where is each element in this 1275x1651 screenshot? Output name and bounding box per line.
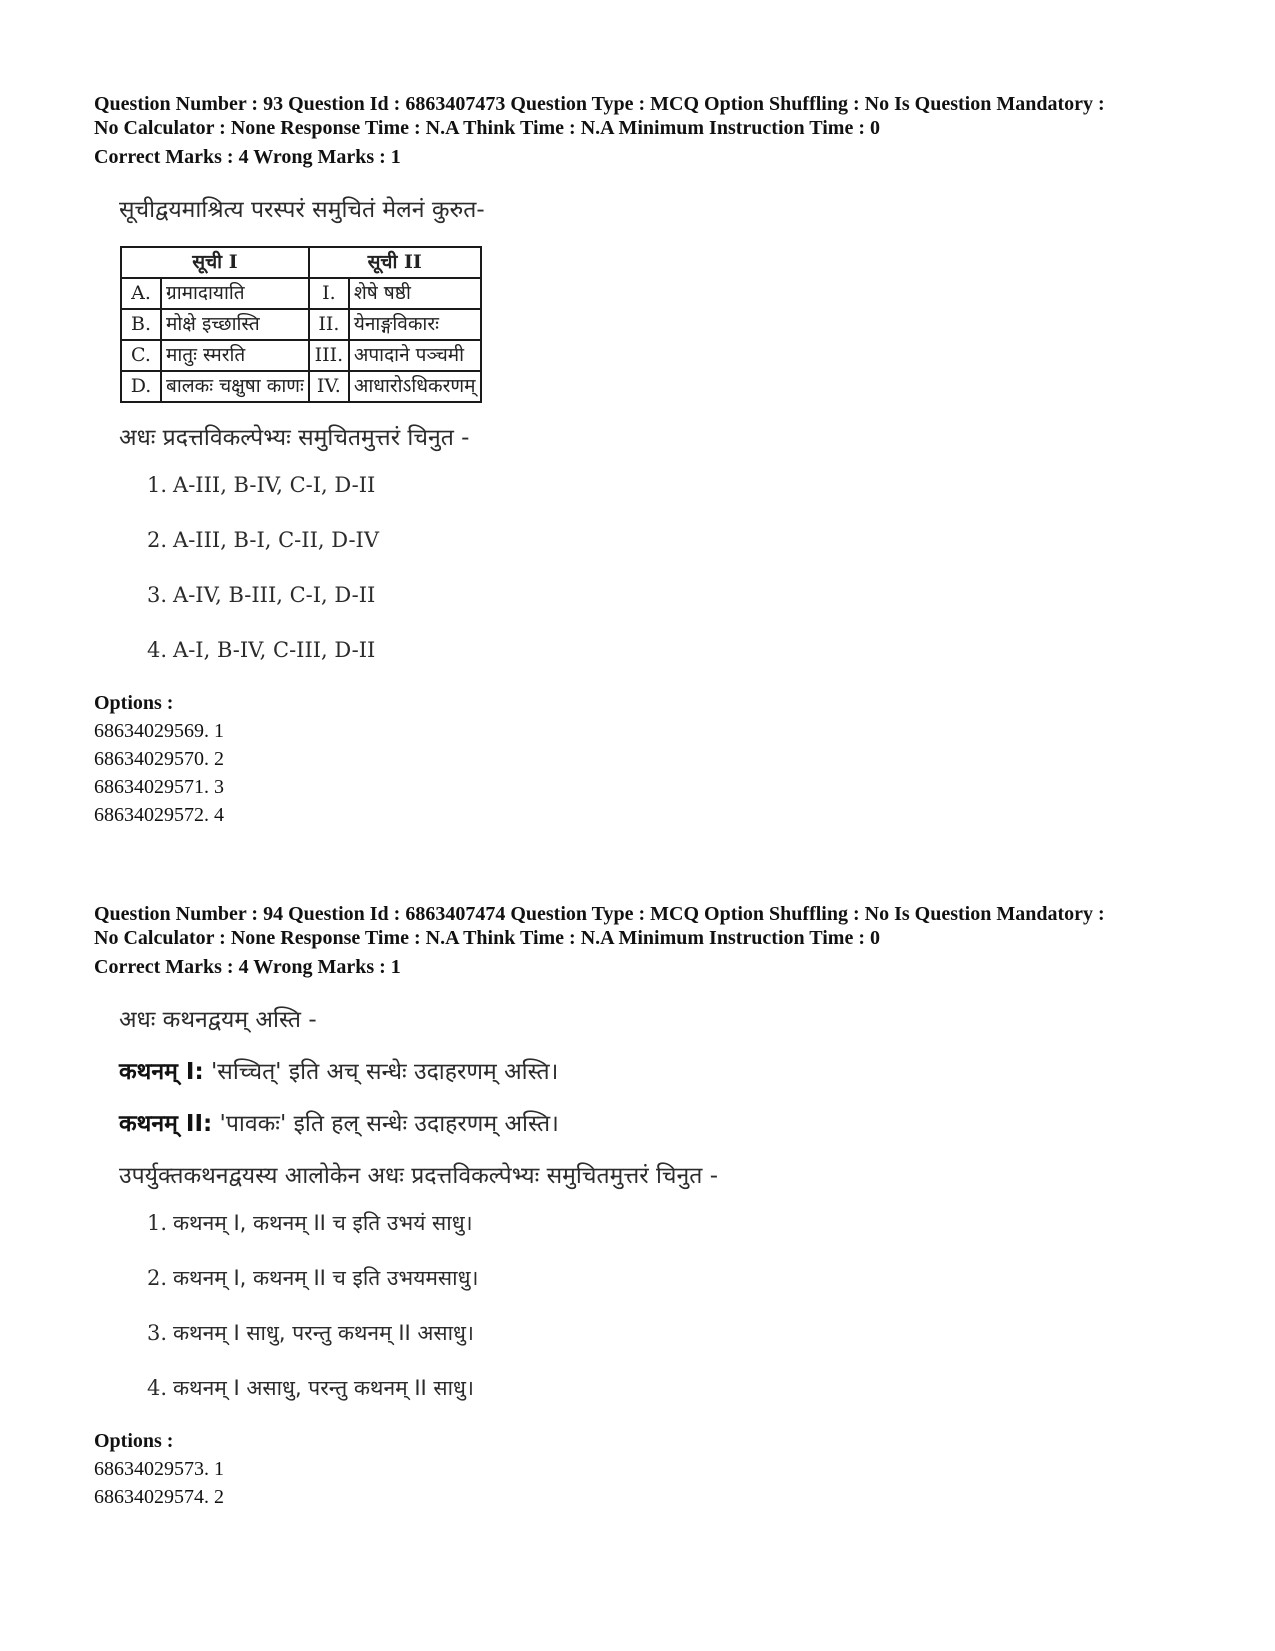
options-label: Options : [94, 1430, 174, 1452]
choice-number: 1. [147, 473, 168, 497]
question-meta-line1: Question Number : 94 Question Id : 6863407474 Question Type : MCQ Option Shuffling : No Is Question Mandatory : [94, 903, 1105, 925]
choice-text: कथनम् I, कथनम् II च इति उभयमसाधु। [173, 1266, 479, 1290]
statement-text: 'पावकः' इति हल् सन्धेः उदाहरणम् अस्ति। [212, 1111, 559, 1137]
options-list [94, 1427, 1224, 1511]
statement-label: कथनम् I: [119, 1059, 204, 1085]
question-instruction: अधः प्रदत्तविकल्पेभ्यः समुचितमुत्तरं चिनुत - [119, 425, 470, 451]
question-stem: सूचीद्वयमाश्रित्य परस्परं समुचितं मेलनं कुरुत- [119, 197, 485, 223]
choice-text: कथनम् I असाधु, परन्तु कथनम् II साधु। [173, 1376, 474, 1400]
list-2-value: आधारोऽधिकरणम् [349, 371, 481, 402]
answer-choice [147, 1374, 1224, 1402]
answer-choice [147, 526, 1224, 554]
list-2-key: I. [309, 278, 349, 309]
list-2-value: येनाङ्गविकारः [349, 309, 481, 340]
choice-text: कथनम् I, कथनम् II च इति उभयं साधु। [173, 1211, 473, 1235]
answer-choice [147, 581, 1224, 609]
table-row [121, 340, 481, 371]
table-row [121, 309, 481, 340]
statement-2 [119, 1109, 1224, 1139]
option-id: 68634029571. 3 [94, 776, 224, 798]
statement-1 [119, 1057, 1224, 1087]
list-1-key: A. [121, 278, 161, 309]
list-2-value: शेषे षष्ठी [349, 278, 481, 309]
answer-choice [147, 1209, 1224, 1237]
list-1-key: B. [121, 309, 161, 340]
question-body [119, 1005, 1224, 1402]
list-1-value: ग्रामादायाति [161, 278, 309, 309]
option-id: 68634029569. 1 [94, 720, 224, 742]
list-1-key: D. [121, 371, 161, 402]
question-body [119, 195, 1224, 664]
choice-text: A-I, B-IV, C-III, D-II [173, 638, 376, 662]
choice-text: A-III, B-IV, C-I, D-II [173, 473, 376, 497]
list-2-key: III. [309, 340, 349, 371]
list-2-header: सूची II [309, 247, 481, 278]
choice-number: 2. [147, 1266, 168, 1290]
option-id: 68634029573. 1 [94, 1458, 224, 1480]
answer-choice [147, 471, 1224, 499]
list-1-header: सूची I [121, 247, 309, 278]
question-93 [94, 92, 1224, 829]
choice-number: 4. [147, 638, 168, 662]
choice-number: 3. [147, 583, 168, 607]
list-2-value: अपादाने पञ्चमी [349, 340, 481, 371]
table-row [121, 371, 481, 402]
choice-number: 4. [147, 1376, 168, 1400]
match-table-header [121, 247, 481, 278]
choice-text: A-IV, B-III, C-I, D-II [173, 583, 376, 607]
options-list [94, 689, 1224, 829]
answer-choice [147, 636, 1224, 664]
question-stem: अधः कथनद्वयम् अस्ति - [119, 1007, 317, 1033]
choice-text: कथनम् I साधु, परन्तु कथनम् II असाधु। [173, 1321, 474, 1345]
answer-choices [147, 471, 1224, 664]
question-instruction: उपर्युक्तकथनद्वयस्य आलोकेन अधः प्रदत्तविकल्पेभ्यः समुचितमुत्तरं चिनुत - [119, 1163, 718, 1189]
options-label: Options : [94, 692, 174, 714]
question-marks: Correct Marks : 4 Wrong Marks : 1 [94, 146, 401, 168]
choice-number: 2. [147, 528, 168, 552]
match-table [120, 246, 482, 403]
answer-choice [147, 1264, 1224, 1292]
answer-choices [147, 1209, 1224, 1402]
statement-text: 'सच्चित्' इति अच् सन्धेः उदाहरणम् अस्ति। [203, 1059, 559, 1085]
choice-number: 1. [147, 1211, 168, 1235]
list-1-value: मातुः स्मरति [161, 340, 309, 371]
option-id: 68634029570. 2 [94, 748, 224, 770]
option-id: 68634029574. 2 [94, 1486, 224, 1508]
list-2-key: IV. [309, 371, 349, 402]
question-meta-line2: No Calculator : None Response Time : N.A Think Time : N.A Minimum Instruction Time : 0 [94, 927, 880, 949]
question-marks: Correct Marks : 4 Wrong Marks : 1 [94, 956, 401, 978]
choice-number: 3. [147, 1321, 168, 1345]
list-2-key: II. [309, 309, 349, 340]
question-meta-line2: No Calculator : None Response Time : N.A Think Time : N.A Minimum Instruction Time : 0 [94, 117, 880, 139]
question-meta-line1: Question Number : 93 Question Id : 6863407473 Question Type : MCQ Option Shuffling : No Is Question Mandatory : [94, 93, 1105, 115]
list-1-value: बालकः चक्षुषा काणः [161, 371, 309, 402]
table-row [121, 278, 481, 309]
choice-text: A-III, B-I, C-II, D-IV [173, 528, 379, 552]
list-1-value: मोक्षे इच्छास्ति [161, 309, 309, 340]
option-id: 68634029572. 4 [94, 804, 224, 826]
question-94 [94, 902, 1224, 1511]
list-1-key: C. [121, 340, 161, 371]
answer-choice [147, 1319, 1224, 1347]
statement-label: कथनम् II: [119, 1111, 213, 1137]
